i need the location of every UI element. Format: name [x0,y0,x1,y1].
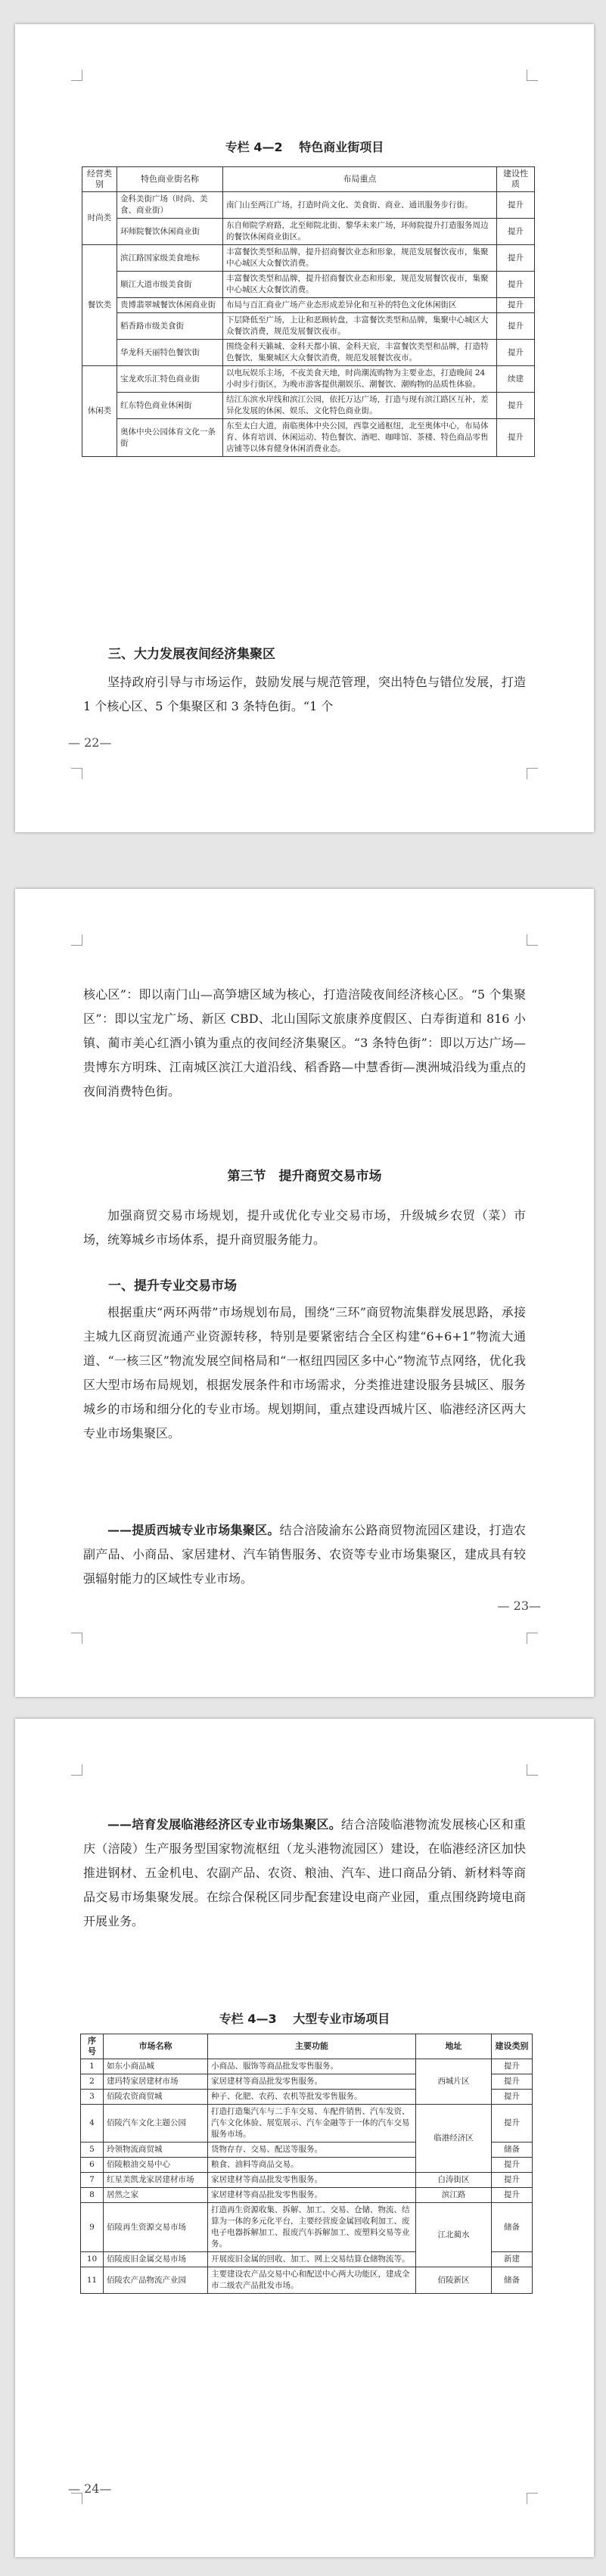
market-name-cell: 佰陵废旧金属交易市场 [104,2252,208,2267]
market-name-cell: 如东小商品城 [104,2059,208,2074]
header-category: 经营类别 [82,167,117,192]
grade-cell: 提升 [492,2188,533,2203]
document-page-22 [15,24,594,832]
paragraph-lead: ——提质西城专业市场集聚区。 [107,1523,280,1537]
market-name-cell: 佰陵再生资源交易市场 [104,2203,208,2252]
body-paragraph [83,1518,526,1591]
market-name-cell: 佰陵汽车文化主题公园 [104,2105,208,2143]
crop-mark-bottom-left [71,768,82,779]
function-cell: 开展废旧金属的回收、加工、网上交易结算仓储物流等。 [208,2252,416,2267]
body-paragraph: 核心区”：即以南门山—高笋塘区域为核心，打造涪陵夜间经济核心区。“5 个集聚区”：即以宝龙广场、新区 CBD、北山国际文旅康养度假区、白寿街道和 816 小镇、蔺市美心红酒小镇为重点的夜间经济集聚区。“3 条特色街”：即以万达广场—贵博东方明珠、江南城区滨江大道沿线、稻香路—中慧香街—澳洲城沿线为重点的夜间消费特色街。 [83,987,526,1098]
grade-cell: 提升 [497,219,535,245]
location-cell: 佰陵新区 [416,2267,492,2294]
street-name-cell: 顺江大道市级美食街 [117,272,223,298]
street-name-cell: 奥体中央公园体育文化一条街 [117,419,223,457]
market-name-cell: 佰陵农产品物流产业园 [104,2267,208,2294]
table-row [82,393,535,419]
market-name-cell: 红星美凯龙家居建材市场 [104,2173,208,2188]
function-cell: 家居建材等商品批发零售服务。 [208,2074,416,2090]
function-cell: 小商品、服饰等商品批发零售服务。 [208,2059,416,2074]
grade-cell: 提升 [497,340,535,366]
grade-cell: 提升 [492,2105,533,2143]
table-row [82,313,535,340]
grade-cell: 提升 [492,2158,533,2173]
table-row [82,340,535,366]
function-cell: 打造再生资源收集、拆解、加工、交易、仓储、物流、结算为一体的多元化平台，主要经营废金属回收利加工、废电子电器拆解加工、报废汽车拆解加工、废塑料交易等业务。 [208,2203,416,2252]
header-focus: 布局重点 [223,167,497,192]
table-row [81,2105,533,2143]
body-paragraph: 加强商贸交易市场规划，提升或优化专业交易市场，升级城乡农贸（菜）市场，统筹城乡市场体系，提升商贸服务能力。 [83,1208,526,1247]
page-number: — 23— [497,1599,541,1613]
table-row [81,2203,533,2252]
table-row [82,245,535,272]
header-func: 主要功能 [208,2034,416,2059]
focus-cell: 以电玩娱乐主场，不夜美食天地，时尚潮流购物为主要业态，打造晚间 24 小时步行街区，为晚市游客提供潮娱乐、潮餐饮、潮购物的品质性体验。 [223,366,497,393]
category-cell: 餐饮类 [82,245,117,366]
body-paragraph [83,1813,526,1934]
crop-mark-bottom-right [527,2493,538,2504]
table-row [81,2059,533,2074]
location-cell: 白涛街区 [416,2173,492,2188]
table-row [82,192,535,219]
num-cell: 7 [81,2173,104,2188]
page-number: — 22— [68,735,112,750]
grade-cell: 储备 [492,2267,533,2294]
paragraph-lead: ——培育发展临港经济区专业市场集聚区。 [107,1817,342,1832]
num-cell: 6 [81,2158,104,2173]
grade-cell: 续建 [497,366,535,393]
street-name-cell: 宝龙欢乐汇特色商业街 [117,366,223,393]
num-cell: 1 [81,2059,104,2074]
street-name-cell: 贵博翡翠城餐饮休闲商业街 [117,298,223,313]
table-caption: 专栏 4—3 大型专业市场项目 [219,2012,390,2026]
grade-cell: 提升 [492,2090,533,2105]
market-name-cell: 佰陵农资商贸城 [104,2090,208,2105]
table-row [82,366,535,393]
function-cell: 货物存存、交易、配送等服务。 [208,2143,416,2158]
paragraph-text: 结合涪陵临港物流发展核心区和重庆（涪陵）生产服务型国家物流枢纽（龙头港物流园区）建设，在临港经济区加快推进钢材、五金机电、农副产品、农资、粮油、汽车、进口商品分销、新材料等商品交易市场集聚发展。在综合保税区同步配套建设电商产业园，重点围绕跨境电商开展业务。 [83,1817,526,1928]
table-row [82,219,535,245]
crop-mark-top-left [71,1764,82,1776]
category-cell: 休闲类 [82,366,117,457]
table-row [81,2188,533,2203]
header-name: 市场名称 [104,2034,208,2059]
crop-mark-bottom-left [71,1633,82,1644]
grade-cell: 提升 [492,2173,533,2188]
location-cell: 江北蔺水 [416,2203,492,2267]
body-paragraph: 根据重庆“两环两带”市场规划布局，围绕“三环”商贸物流集群发展思路，承接主城九区商贸流通产业资源转移，特别是要紧密结合全区构建“6+6+1”物流大通道、“一核三区”物流发展空间格局和“一枢纽四园区多中心”物流节点网络，优化我区大型市场布局规划，根据发展条件和市场需求，分类推进建设服务县城区、服务城乡的市场和细分化的专业市场。规划期间，重点建设西城片区、临港经济区两大专业市场集聚区。 [83,1305,526,1440]
table-row [81,2267,533,2294]
page-number: — 24— [68,2481,112,2496]
function-cell: 主要建设农产品交易中心和配送中心两大功能区，建成全市二级农产品批发市场。 [208,2267,416,2294]
body-paragraph: 坚持政府引导与市场运作，鼓励发展与规范管理，突出特色与错位发展，打造 1 个核心区、5 个集聚区和 3 条特色街。“1 个 [83,675,526,713]
function-cell: 家居建材等商品批发零售服务。 [208,2173,416,2188]
crop-mark-top-left [71,70,82,81]
header-loc: 地址 [416,2034,492,2059]
focus-cell: 南门山至两江广场，打造时尚文化、美食街、商业、通讯服务步行街。 [223,192,497,219]
section-heading: 三、大力发展夜间经济集聚区 [108,647,275,662]
grade-cell: 储备 [492,2203,533,2252]
section-title: 第三节 提升商贸交易市场 [227,1169,382,1184]
street-name-cell: 环师院餐饮休闲商业街 [117,219,223,245]
table-row [82,272,535,298]
focus-cell: 东自师院学府路，北至师院北街、黎华未来广场，环师院提升打造服务周边的餐饮休闲商业街区。 [223,219,497,245]
grade-cell: 提升 [497,393,535,419]
table-row [82,298,535,313]
grade-cell: 提升 [497,419,535,457]
grade-cell: 提升 [497,272,535,298]
crop-mark-top-right [527,70,538,81]
focus-cell: 布局与百汇商业广场产业态形成差异化和互补的特色文化休闲街区 [223,298,497,313]
focus-cell: 东至太白大道，南临奥体中央公园，西靠交通枢纽，北至奥体中心，布局体育、体育培训、休闲运动、特色餐饮、酒吧、咖啡馆、茶楼、特色商品零售店铺等以体育健身休闲消费业态。 [223,419,497,457]
large-market-project-table [80,2034,533,2294]
crop-mark-top-right [527,934,538,946]
grade-cell: 新建 [492,2252,533,2267]
num-cell: 9 [81,2203,104,2252]
grade-cell: 提升 [497,298,535,313]
table-header-row [81,2034,533,2059]
grade-cell: 提升 [497,245,535,272]
num-cell: 3 [81,2090,104,2105]
num-cell: 4 [81,2105,104,2143]
special-commercial-street-table [82,166,535,457]
table-header-row [82,167,535,192]
num-cell: 11 [81,2267,104,2294]
location-cell: 临港经济区 [416,2105,492,2173]
num-cell: 10 [81,2252,104,2267]
table-row [81,2173,533,2188]
street-name-cell: 红东特色商业休闲街 [117,393,223,419]
function-cell: 种子、化肥、农药、农机等批发零售服务。 [208,2090,416,2105]
header-grade: 建设性质 [497,167,535,192]
subsection-heading: 一、提升专业交易市场 [108,1279,237,1294]
location-cell: 滨江路 [416,2188,492,2203]
num-cell: 8 [81,2188,104,2203]
focus-cell: 结江东滨水岸线和滨江公园，依托万达广场，打造与现有滨江路区互补，差异化发展的休闲、娱乐、文化特色商业街。 [223,393,497,419]
paragraph-text: 结合涪陵渝东公路商贸物流园区建设，打造农副产品、小商品、家居建材、汽车销售服务、农资等专业市场集聚区，建成具有较强辐射能力的区域性专业市场。 [83,1523,526,1586]
focus-cell: 丰富餐饮类型和品牌，提升招商餐饮业态和形象，规范发展餐饮夜市，集聚中心城区大众餐饮消费。 [223,272,497,298]
table-row [82,419,535,457]
function-cell: 打造打造集汽车与二手车交易、车配件销售、汽车发资、汽车文化体验、展览展示、汽车金融等于一体的汽车交易服务市场。 [208,2105,416,2143]
street-name-cell: 稻香路市级美食街 [117,313,223,340]
grade-cell: 提升 [492,2074,533,2090]
document-page-24 [15,1719,594,2557]
focus-cell: 下层降低至广场，上让和恶顾转盘，丰富餐饮类型和品牌，集聚中心城区大众餐饮消费，规范发展餐饮夜市。 [223,313,497,340]
crop-mark-top-right [527,1764,538,1776]
category-cell: 时尚类 [82,192,117,245]
function-cell: 粮食、油料等商品交易。 [208,2158,416,2173]
header-grade: 建设类别 [492,2034,533,2059]
grade-cell: 储备 [492,2143,533,2158]
function-cell: 家居建材等商品批发零售服务。 [208,2188,416,2203]
grade-cell: 提升 [497,192,535,219]
street-name-cell: 金科美街广场（时尚、美食、商业街） [117,192,223,219]
grade-cell: 提升 [492,2059,533,2074]
street-name-cell: 华龙科天丽特色餐饮街 [117,340,223,366]
table-caption: 专栏 4—2 特色商业街项目 [225,140,384,154]
header-num: 序号 [81,2034,104,2059]
header-name: 特色商业街名称 [117,167,223,192]
street-name-cell: 滨江路国家级美食地标 [117,245,223,272]
document-page-23 [15,889,594,1697]
crop-mark-bottom-right [527,1633,538,1644]
market-name-cell: 居然之家 [104,2188,208,2203]
market-name-cell: 佰陵粮油交易中心 [104,2158,208,2173]
market-name-cell: 建玛特家居建材市场 [104,2074,208,2090]
num-cell: 5 [81,2143,104,2158]
market-name-cell: 玲领物流商贸城 [104,2143,208,2158]
num-cell: 2 [81,2074,104,2090]
focus-cell: 围绕金科天籁城、金科天都小镇、金科天宸，丰富餐饮类型和品牌，打造特色餐饮，集聚城区大众餐饮消费，规范发展餐饮夜市。 [223,340,497,366]
crop-mark-top-left [71,934,82,946]
focus-cell: 丰富餐饮类型和品牌，提升招商餐饮业态和形象，规范发展餐饮夜市，集聚中心城区大众餐饮消费。 [223,245,497,272]
location-cell: 西城片区 [416,2059,492,2105]
grade-cell: 提升 [497,313,535,340]
crop-mark-bottom-right [527,768,538,779]
